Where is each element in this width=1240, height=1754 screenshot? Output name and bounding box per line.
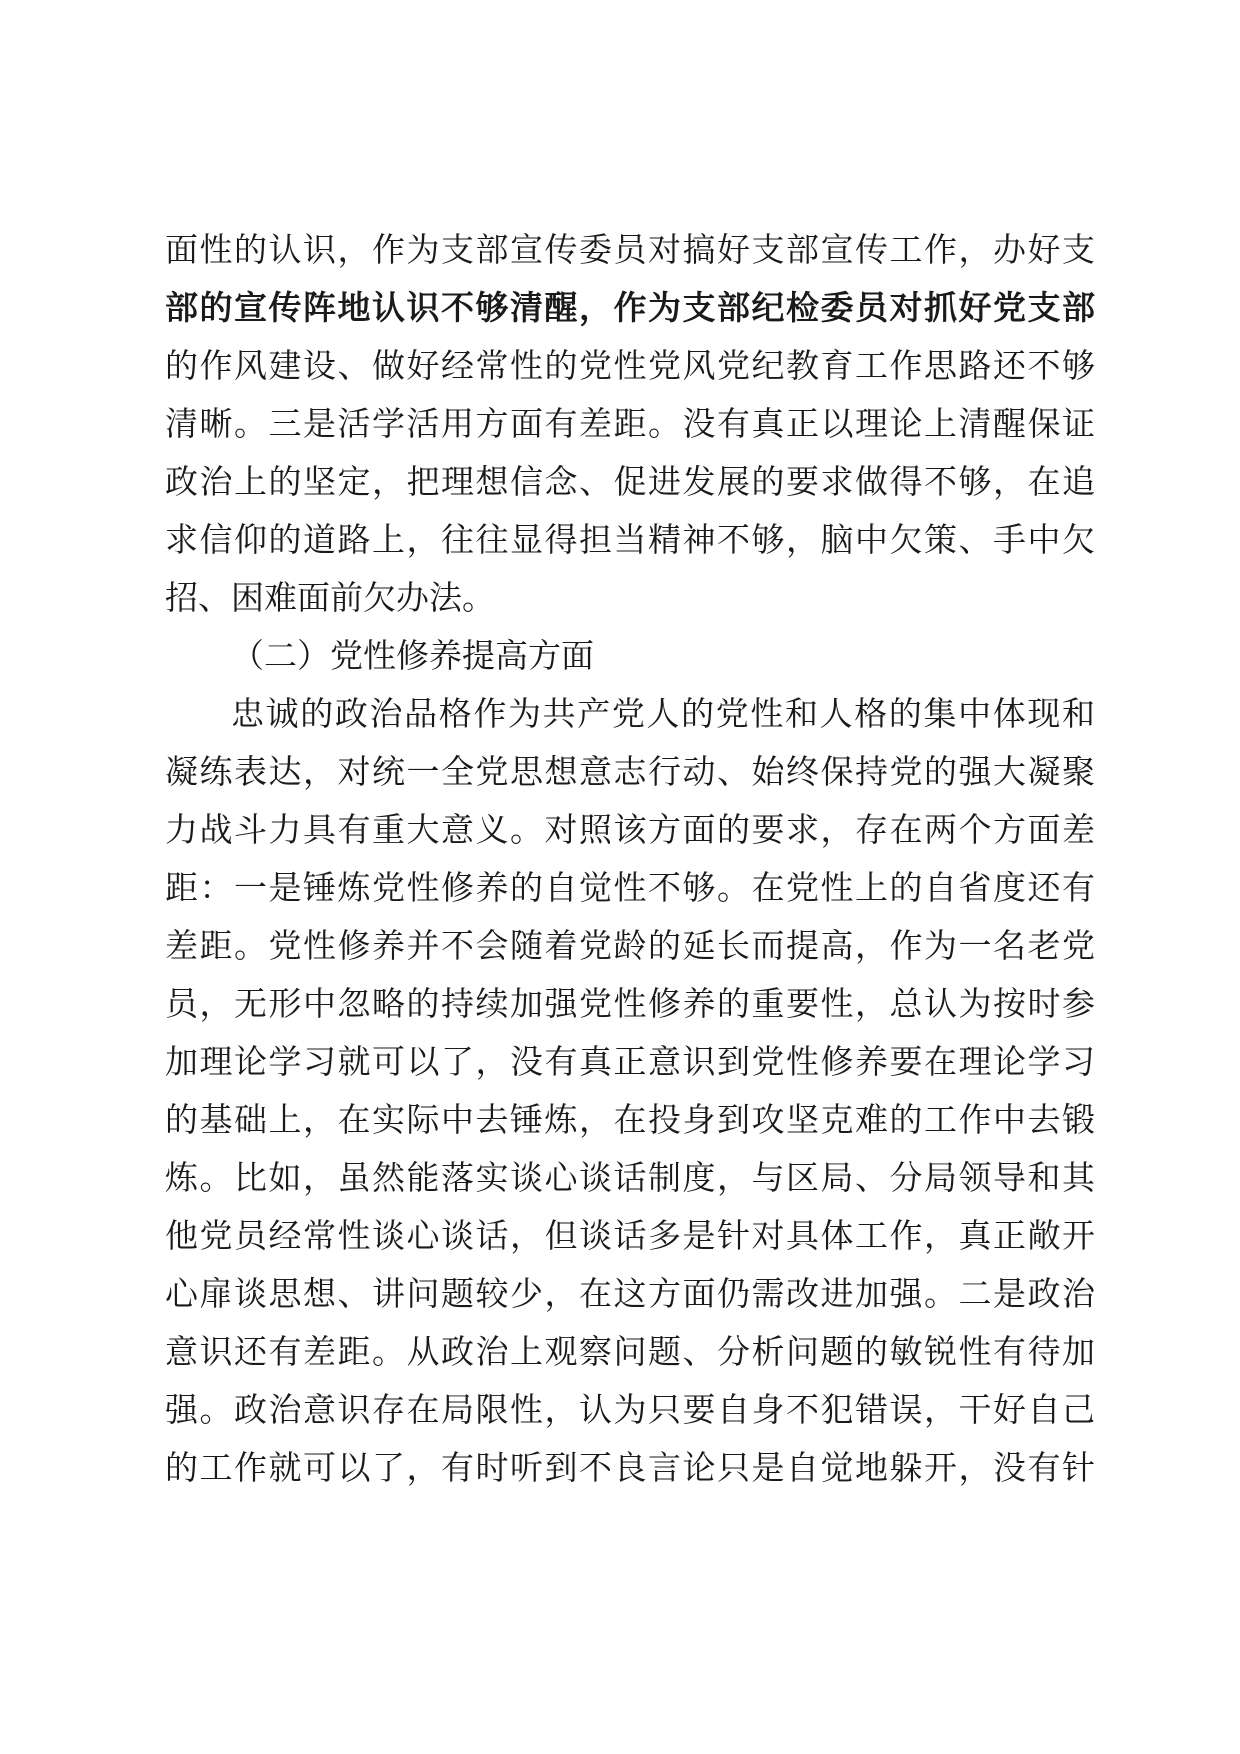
text-line: 心扉谈思想、讲问题较少，在这方面仍需改进加强。二是政治 [165, 1274, 1095, 1313]
text-line: 凝练表达，对统一全党思想意志行动、始终保持党的强大凝聚 [165, 752, 1095, 791]
paragraph-party-spirit [165, 685, 1095, 1497]
text-line: 清晰。三是活学活用方面有差距。没有真正以理论上清醒保证 [165, 404, 1095, 443]
text-line: 面性的认识，作为支部宣传委员对搞好支部宣传工作，办好支 [165, 230, 1095, 269]
text-line: 距：一是锤炼党性修养的自觉性不够。在党性上的自省度还有 [165, 868, 1095, 907]
text-line: 政治上的坚定，把理想信念、促进发展的要求做得不够，在追 [165, 462, 1095, 501]
text-line: 忠诚的政治品格作为共产党人的党性和人格的集中体现和 [231, 694, 1095, 733]
text-line: 他党员经常性谈心谈话，但谈话多是针对具体工作，真正敞开 [165, 1216, 1095, 1255]
text-line: 差距。党性修养并不会随着党龄的延长而提高，作为一名老党 [165, 926, 1095, 965]
text-line: 的工作就可以了，有时听到不良言论只是自觉地躲开，没有针 [165, 1448, 1095, 1487]
text-line: 意识还有差距。从政治上观察问题、分析问题的敏锐性有待加 [165, 1332, 1095, 1371]
text-line: 招、困难面前欠办法。 [165, 578, 495, 617]
text-line: 加理论学习就可以了，没有真正意识到党性修养要在理论学习 [165, 1042, 1095, 1081]
paragraph-self-assessment [165, 221, 1095, 627]
text-line: 炼。比如，虽然能落实谈心谈话制度，与区局、分局领导和其 [165, 1158, 1095, 1197]
text-line: 求信仰的道路上，往往显得担当精神不够，脑中欠策、手中欠 [165, 520, 1095, 559]
section-heading: （二）党性修养提高方面 [231, 636, 594, 675]
document-body [165, 221, 1095, 1497]
text-line: 的基础上，在实际中去锤炼，在投身到攻坚克难的工作中去锻 [165, 1100, 1095, 1139]
text-line: 强。政治意识存在局限性，认为只要自身不犯错误，干好自己 [165, 1390, 1095, 1429]
text-line: 部的宣传阵地认识不够清醒，作为支部纪检委员对抓好党支部 [165, 288, 1095, 327]
text-line: 力战斗力具有重大意义。对照该方面的要求，存在两个方面差 [165, 810, 1095, 849]
text-line: 的作风建设、做好经常性的党性党风党纪教育工作思路还不够 [165, 346, 1095, 385]
text-line: 员，无形中忽略的持续加强党性修养的重要性，总认为按时参 [165, 984, 1095, 1023]
